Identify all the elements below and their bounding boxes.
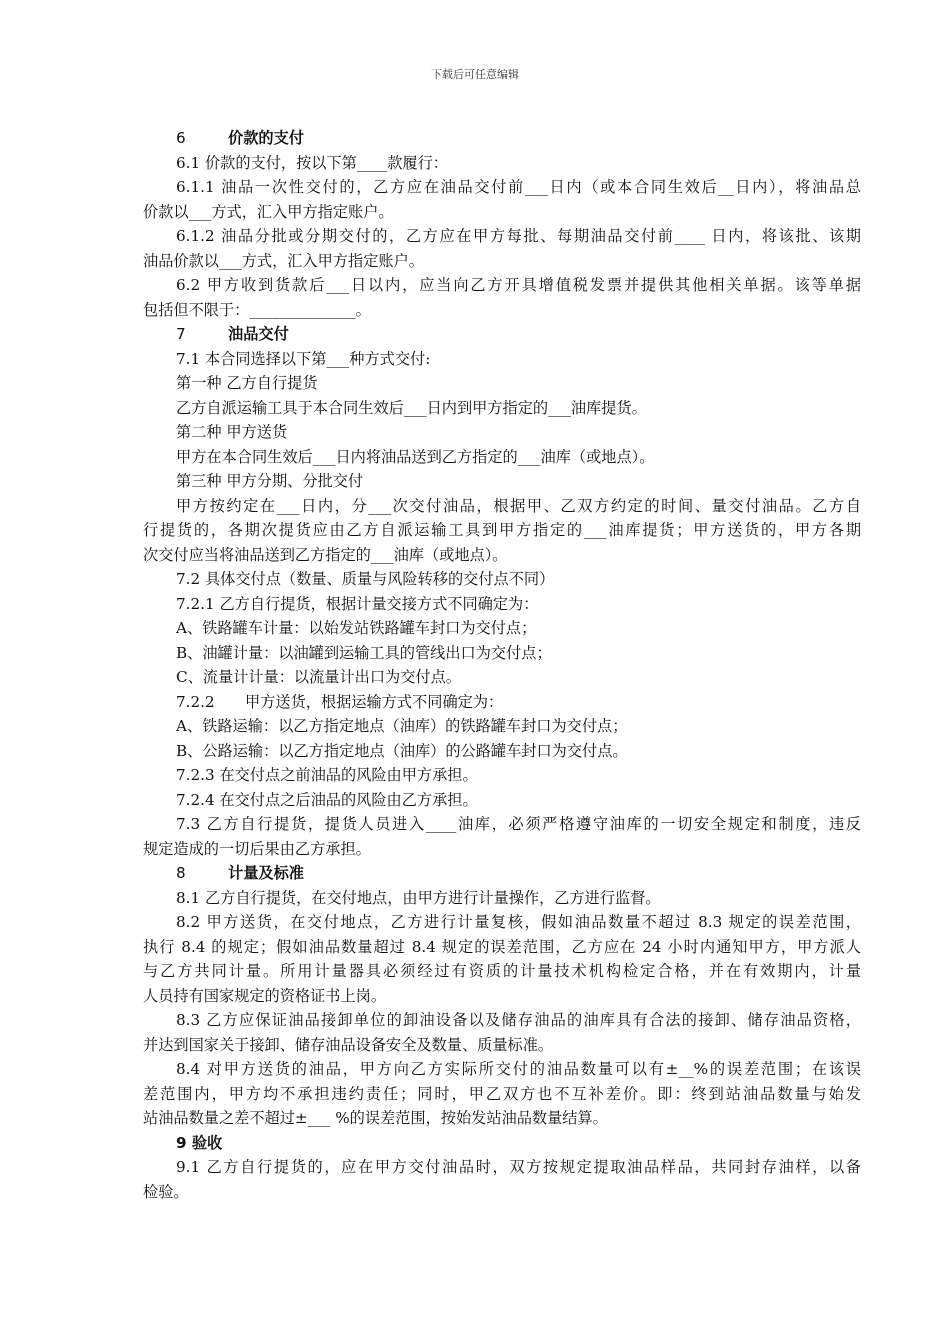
paragraph-line: 6.1 价款的支付，按以下第____款履行： xyxy=(176,153,448,172)
section-title: 价款的支付 xyxy=(228,129,304,147)
paragraph-line: 9.1 乙方自行提货的，应在甲方交付油品时，双方按规定提取油品样品，共同封存油样，以备 xyxy=(176,1158,861,1176)
paragraph-line: 检验。 xyxy=(143,1182,189,1201)
paragraph-line: 行提货的，各期次提货应由乙方自派运输工具到甲方指定的___油库提货；甲方送货的，甲方各期 xyxy=(143,521,861,539)
paragraph-line: C、流量计计量：以流量计出口为交付点。 xyxy=(176,668,461,686)
paragraph-line: 8.1 乙方自行提货，在交付地点，由甲方进行计量操作，乙方进行监督。 xyxy=(176,888,661,907)
paragraph-line: 乙方自派运输工具于本合同生效后___日内到甲方指定的___油库提货。 xyxy=(176,398,647,417)
section-heading xyxy=(143,322,861,347)
paragraph-line: 7.3 乙方自行提货，提货人员进入____油库，必须严格遵守油库的一切安全规定和制度，违反 xyxy=(176,815,861,833)
paragraph-line: 人员持有国家规定的资格证书上岗。 xyxy=(143,986,386,1005)
paragraph-line: A、铁路运输：以乙方指定地点（油库）的铁路罐车封口为交付点； xyxy=(176,717,628,735)
paragraph-line: 8.4 对甲方送货的油品，甲方向乙方实际所交付的油品数量可以有±__%的误差范围；在该误 xyxy=(176,1060,861,1078)
paragraph-line: 8.3 乙方应保证油品接卸单位的卸油设备以及储存油品的油库具有合法的接卸、储存油品资格， xyxy=(176,1011,861,1029)
paragraph-line: 7.2.4 在交付点之后油品的风险由乙方承担。 xyxy=(176,790,478,809)
paragraph-line: 8.2 甲方送货，在交付地点，乙方进行计量复核，假如油品数量不超过 8.3 规定的误差范围， xyxy=(176,913,861,931)
paragraph-line: A、铁路罐车计量：以始发站铁路罐车封口为交付点； xyxy=(176,619,537,637)
paragraph-line: 6.1.1 油品一次性交付的，乙方应在油品交付前___日内（或本合同生效后__日内），将油品总 xyxy=(176,178,861,196)
paragraph-line: 7.2.3 在交付点之前油品的风险由甲方承担。 xyxy=(176,766,478,784)
paragraph-line: 第三种 甲方分期、分批交付 xyxy=(176,472,364,490)
paragraph-line: 站油品数量之差不超过±___ %的误差范围，按始发站油品数量结算。 xyxy=(143,1109,608,1127)
paragraph-line: 6.1.2 油品分批或分期交付的，乙方应在甲方每批、每期油品交付前____ 日内，将该批、该期 xyxy=(176,227,861,245)
section-heading xyxy=(143,861,861,886)
document-body xyxy=(143,126,861,1204)
section-title: 油品交付 xyxy=(228,325,289,343)
section-heading: 9 验收 xyxy=(176,1133,223,1152)
paragraph-line: 6.2 甲方收到货款后___日以内，应当向乙方开具增值税发票并提供其他相关单据。该等单据 xyxy=(176,276,861,294)
paragraph-line: 第二种 甲方送货 xyxy=(176,423,288,441)
section-number: 7 xyxy=(176,325,186,343)
section-heading xyxy=(143,126,861,151)
paragraph-line: 油品价款以___方式，汇入甲方指定账户。 xyxy=(143,251,424,270)
paragraph-line: 第一种 乙方自行提货 xyxy=(176,374,318,392)
paragraph-line: 7.2 具体交付点（数量、质量与风险转移的交付点不同） xyxy=(176,570,555,588)
paragraph-line: 7.2.1 乙方自行提货，根据计量交接方式不同确定为： xyxy=(176,594,539,613)
paragraph-line: 甲方在本合同生效后___日内将油品送到乙方指定的___油库（或地点）。 xyxy=(176,447,655,466)
paragraph-line: B、公路运输：以乙方指定地点（油库）的公路罐车封口为交付点。 xyxy=(176,741,628,760)
paragraph-line: 次交付应当将油品送到乙方指定的___油库（或地点）。 xyxy=(143,545,508,564)
paragraph-line: 甲方按约定在___日内，分___次交付油品，根据甲、乙双方约定的时间、量交付油品。乙方自 xyxy=(176,496,861,515)
page-header: 下载后可任意编辑 xyxy=(431,68,519,81)
section-title: 计量及标准 xyxy=(228,864,304,882)
paragraph-line: 7.1 本合同选择以下第___种方式交付: xyxy=(176,349,431,368)
paragraph-line: 规定造成的一切后果由乙方承担。 xyxy=(143,839,371,858)
paragraph-line: 执行 8.4 的规定；假如油品数量超过 8.4 规定的误差范围，乙方应在 24 小时内通知甲方，甲方派人 xyxy=(143,937,861,956)
paragraph-line: 7.2.2 甲方送货，根据运输方式不同确定为： xyxy=(176,692,504,711)
paragraph-line: 包括但不限于：______________。 xyxy=(143,300,371,319)
paragraph-line: B、油罐计量：以油罐到运输工具的管线出口为交付点； xyxy=(176,643,552,662)
section-number: 8 xyxy=(176,864,186,882)
paragraph-line: 并达到国家关于接卸、储存油品设备安全及数量、质量标准。 xyxy=(143,1035,554,1054)
section-number: 6 xyxy=(176,129,186,147)
paragraph-line: 与乙方共同计量。所用计量器具必须经过有资质的计量技术机构检定合格，并在有效期内，计量 xyxy=(143,962,861,980)
paragraph-line: 价款以___方式，汇入甲方指定账户。 xyxy=(143,202,394,221)
paragraph-line: 差范围内，甲方均不承担违约责任；同时，甲乙双方也不互补差价。即：终到站油品数量与始发 xyxy=(143,1084,861,1103)
